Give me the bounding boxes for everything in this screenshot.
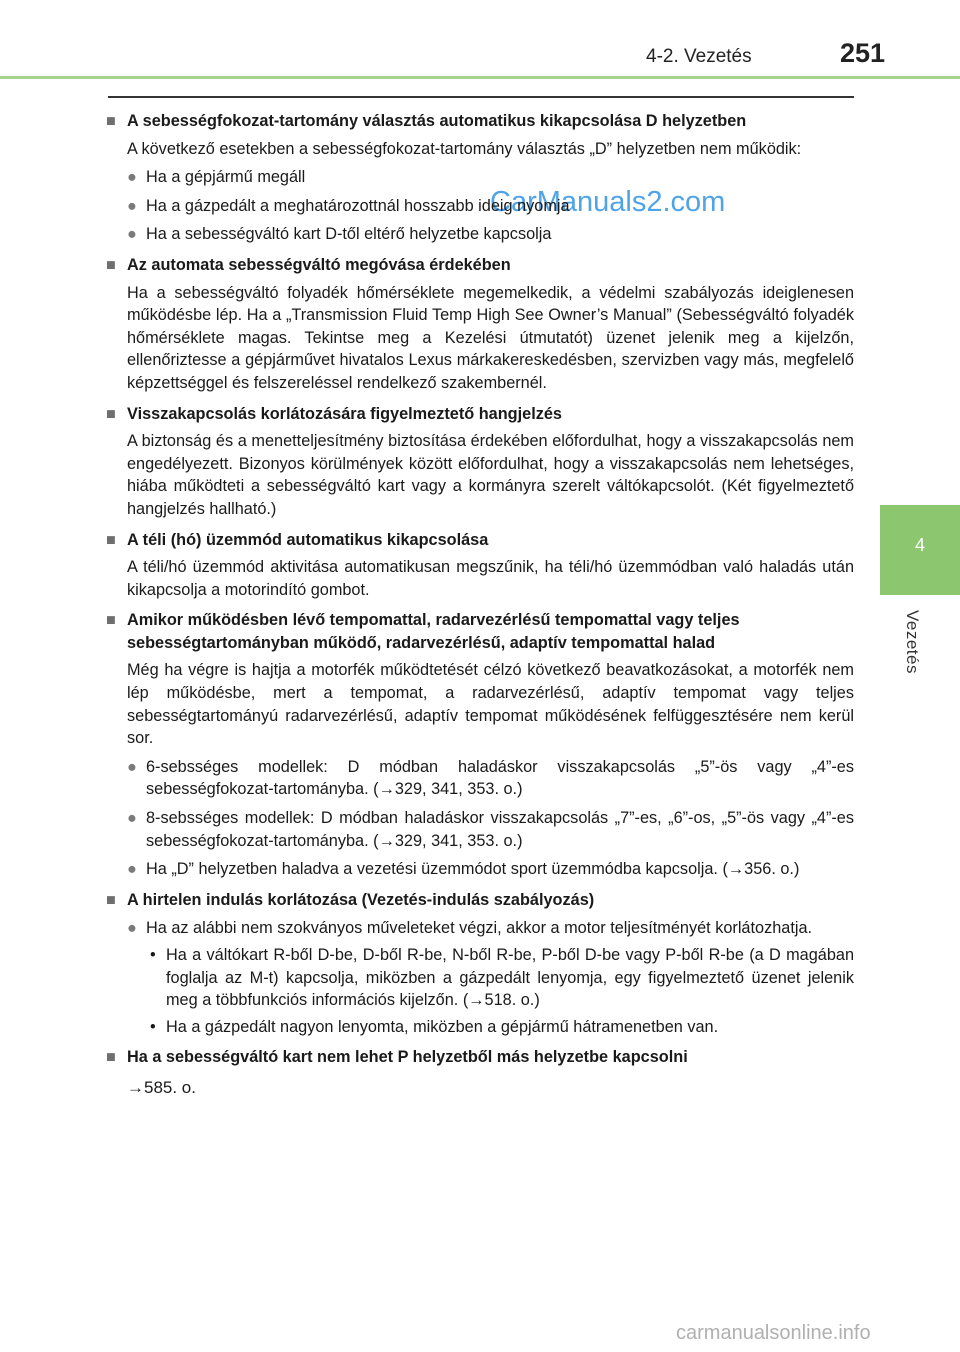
page-content <box>106 110 854 1100</box>
footer-watermark: carmanualsonline.info <box>676 1322 871 1344</box>
square-bullet-icon: ■ <box>106 1048 116 1067</box>
list-item-text: 8-sebsséges modellek: D módban haladáskor visszakapcsolás „7”-es, „6”-os, „5”-ös vagy „4”-es sebességfokozat-tartományba. (→329, 341, 353. o.) <box>146 809 854 850</box>
list-item-text: Ha a sebességváltó kart D-től eltérő helyzetbe kapcsolja <box>146 225 552 244</box>
heading-text: A téli (hó) üzemmód automatikus kikapcsolása <box>127 530 489 549</box>
paragraph: Még ha végre is hajtja a motorfék működtetését célzó következő beavatkozásokat, a motorfék nem lép működésbe, mert a tempomat, a radarvezérlésű, adaptív tempomat vagy teljes sebességtartományú radarvezérlésű, adaptív tempomat működésének felfüggesztésére nem kerül sor. <box>127 661 854 748</box>
chapter-label-text: Vezetés <box>903 610 922 674</box>
square-bullet-icon: ■ <box>106 404 116 423</box>
chapter-label <box>900 610 924 710</box>
page-header <box>0 0 960 80</box>
list-item-text: Ha az alábbi nem szokványos műveleteket végzi, akkor a motor teljesítményét korlátozhatja. <box>146 919 813 938</box>
heading-text: Az automata sebességváltó megóvása érdekében <box>127 255 511 274</box>
section-heading <box>106 254 854 277</box>
heading-text: A hirtelen indulás korlátozása (Vezetés-indulás szabályozás) <box>127 890 595 909</box>
list-item-text: 6-sebsséges modellek: D módban haladáskor visszakapcsolás „5”-ös vagy „4”-es sebességfokozat-tartományba. (→329, 341, 353. o.) <box>146 757 854 799</box>
small-bullet-icon: • <box>150 946 156 964</box>
heading-text: A sebességfokozat-tartomány választás automatikus kikapcsolása D helyzetben <box>127 112 747 130</box>
dot-bullet-icon: ● <box>127 196 137 215</box>
content-top-rule <box>108 96 854 98</box>
dot-bullet-icon: ● <box>127 809 137 828</box>
section-heading <box>106 1046 854 1069</box>
list-item <box>127 807 854 852</box>
dot-bullet-icon: ● <box>127 860 137 879</box>
paragraph: A téli/hó üzemmód aktivitása automatikusan megszűnik, ha téli/hó üzemmódban való haladás után kikapcsolja a motorindító gombot. <box>127 558 854 599</box>
dot-bullet-icon: ● <box>127 168 137 187</box>
square-bullet-icon: ■ <box>106 530 116 549</box>
small-bullet-icon: • <box>150 1017 156 1036</box>
sub-list-item-text: Ha a gázpedált nagyon lenyomta, miközben a gépjármű hátramenetben van. <box>166 1017 719 1036</box>
chapter-tab <box>880 505 960 595</box>
section-heading <box>106 609 854 654</box>
heading-text: Visszakapcsolás korlátozására figyelmeztető hangjelzés <box>127 404 562 423</box>
list-item <box>127 195 854 218</box>
section-heading <box>106 889 854 912</box>
header-rule <box>0 76 960 79</box>
section-heading <box>106 110 854 133</box>
dot-bullet-icon: ● <box>127 757 137 776</box>
square-bullet-icon: ■ <box>106 890 116 909</box>
sub-list-item-text: Ha a váltókart R-ből D-be, D-ből R-be, N-ből R-be, P-ből D-be vagy P-ből R-be (a D magában foglalja az M-t) kapcsolja, miközben a gázpedált lenyomja, egy figyelmeztető üzenet jelenik meg a többfunkciós információs kijelzőn. (→518. o.) <box>166 946 854 1010</box>
square-bullet-icon: ■ <box>106 112 116 130</box>
list-item <box>127 166 854 189</box>
page-reference: →585. o. <box>127 1077 196 1097</box>
section-heading <box>106 529 854 552</box>
list-item <box>127 858 854 881</box>
list-item <box>127 917 854 940</box>
paragraph: A biztonság és a menetteljesítmény biztosítása érdekében előfordulhat, hogy a visszakapcsolás nem engedélyezett. Bizonyos körülmények között előfordulhat, hogy a visszakapcsolás nem lehetséges, hiába működteti a sebességváltó kart vagy a kormányra szerelt váltókapcsolót. (Két figyelmeztető hangjelzés hallható.) <box>127 432 854 518</box>
heading-text: Ha a sebességváltó kart nem lehet P helyzetből más helyzetbe kapcsolni <box>127 1048 688 1067</box>
dot-bullet-icon: ● <box>127 225 137 244</box>
list-item <box>127 756 854 801</box>
chapter-number: 4 <box>914 535 925 555</box>
page-number: 251 <box>840 38 886 68</box>
square-bullet-icon: ■ <box>106 255 116 274</box>
list-item-text: Ha a gépjármű megáll <box>146 168 306 187</box>
sub-list-item <box>148 944 854 1012</box>
heading-text: Amikor működésben lévő tempomattal, radarvezérlésű tempomattal vagy teljes sebességtartományban működő, radarvezérlésű, adaptív tempomattal halad <box>127 611 740 652</box>
paragraph: A következő esetekben a sebességfokozat-tartomány választás „D” helyzetben nem működik: <box>127 139 802 158</box>
watermark: CarManuals2.com <box>490 186 726 218</box>
section-heading <box>106 403 854 426</box>
square-bullet-icon: ■ <box>106 611 116 630</box>
paragraph: Ha a sebességváltó folyadék hőmérséklete megemelkedik, a védelmi szabályozás ideiglenesen működésbe lép. Ha a „Transmission Fluid Temp High See Owner’s Manual” (Sebességváltó folyadék hőmérséklete magas. Tekintse meg a Kezelési útmutatót) üzenet jelenik meg a kijelzőn, ellenőriztesse a gépjárművet hivatalos Lexus márkakereskedésben, szervizben vagy más, megfelelő képzettséggel és felszereléssel rendelkező szakembernél. <box>127 283 854 392</box>
list-item-text: Ha „D” helyzetben haladva a vezetési üzemmódot sport üzemmódba kapcsolja. (→356. o.) <box>146 860 800 879</box>
section-reference: 4-2. Vezetés <box>646 46 752 67</box>
list-item <box>127 223 854 246</box>
dot-bullet-icon: ● <box>127 919 137 938</box>
sub-list-item <box>148 1016 854 1039</box>
list-item-text: Ha a gázpedált a meghatározottnál hosszabb ideig nyomja <box>146 196 570 215</box>
